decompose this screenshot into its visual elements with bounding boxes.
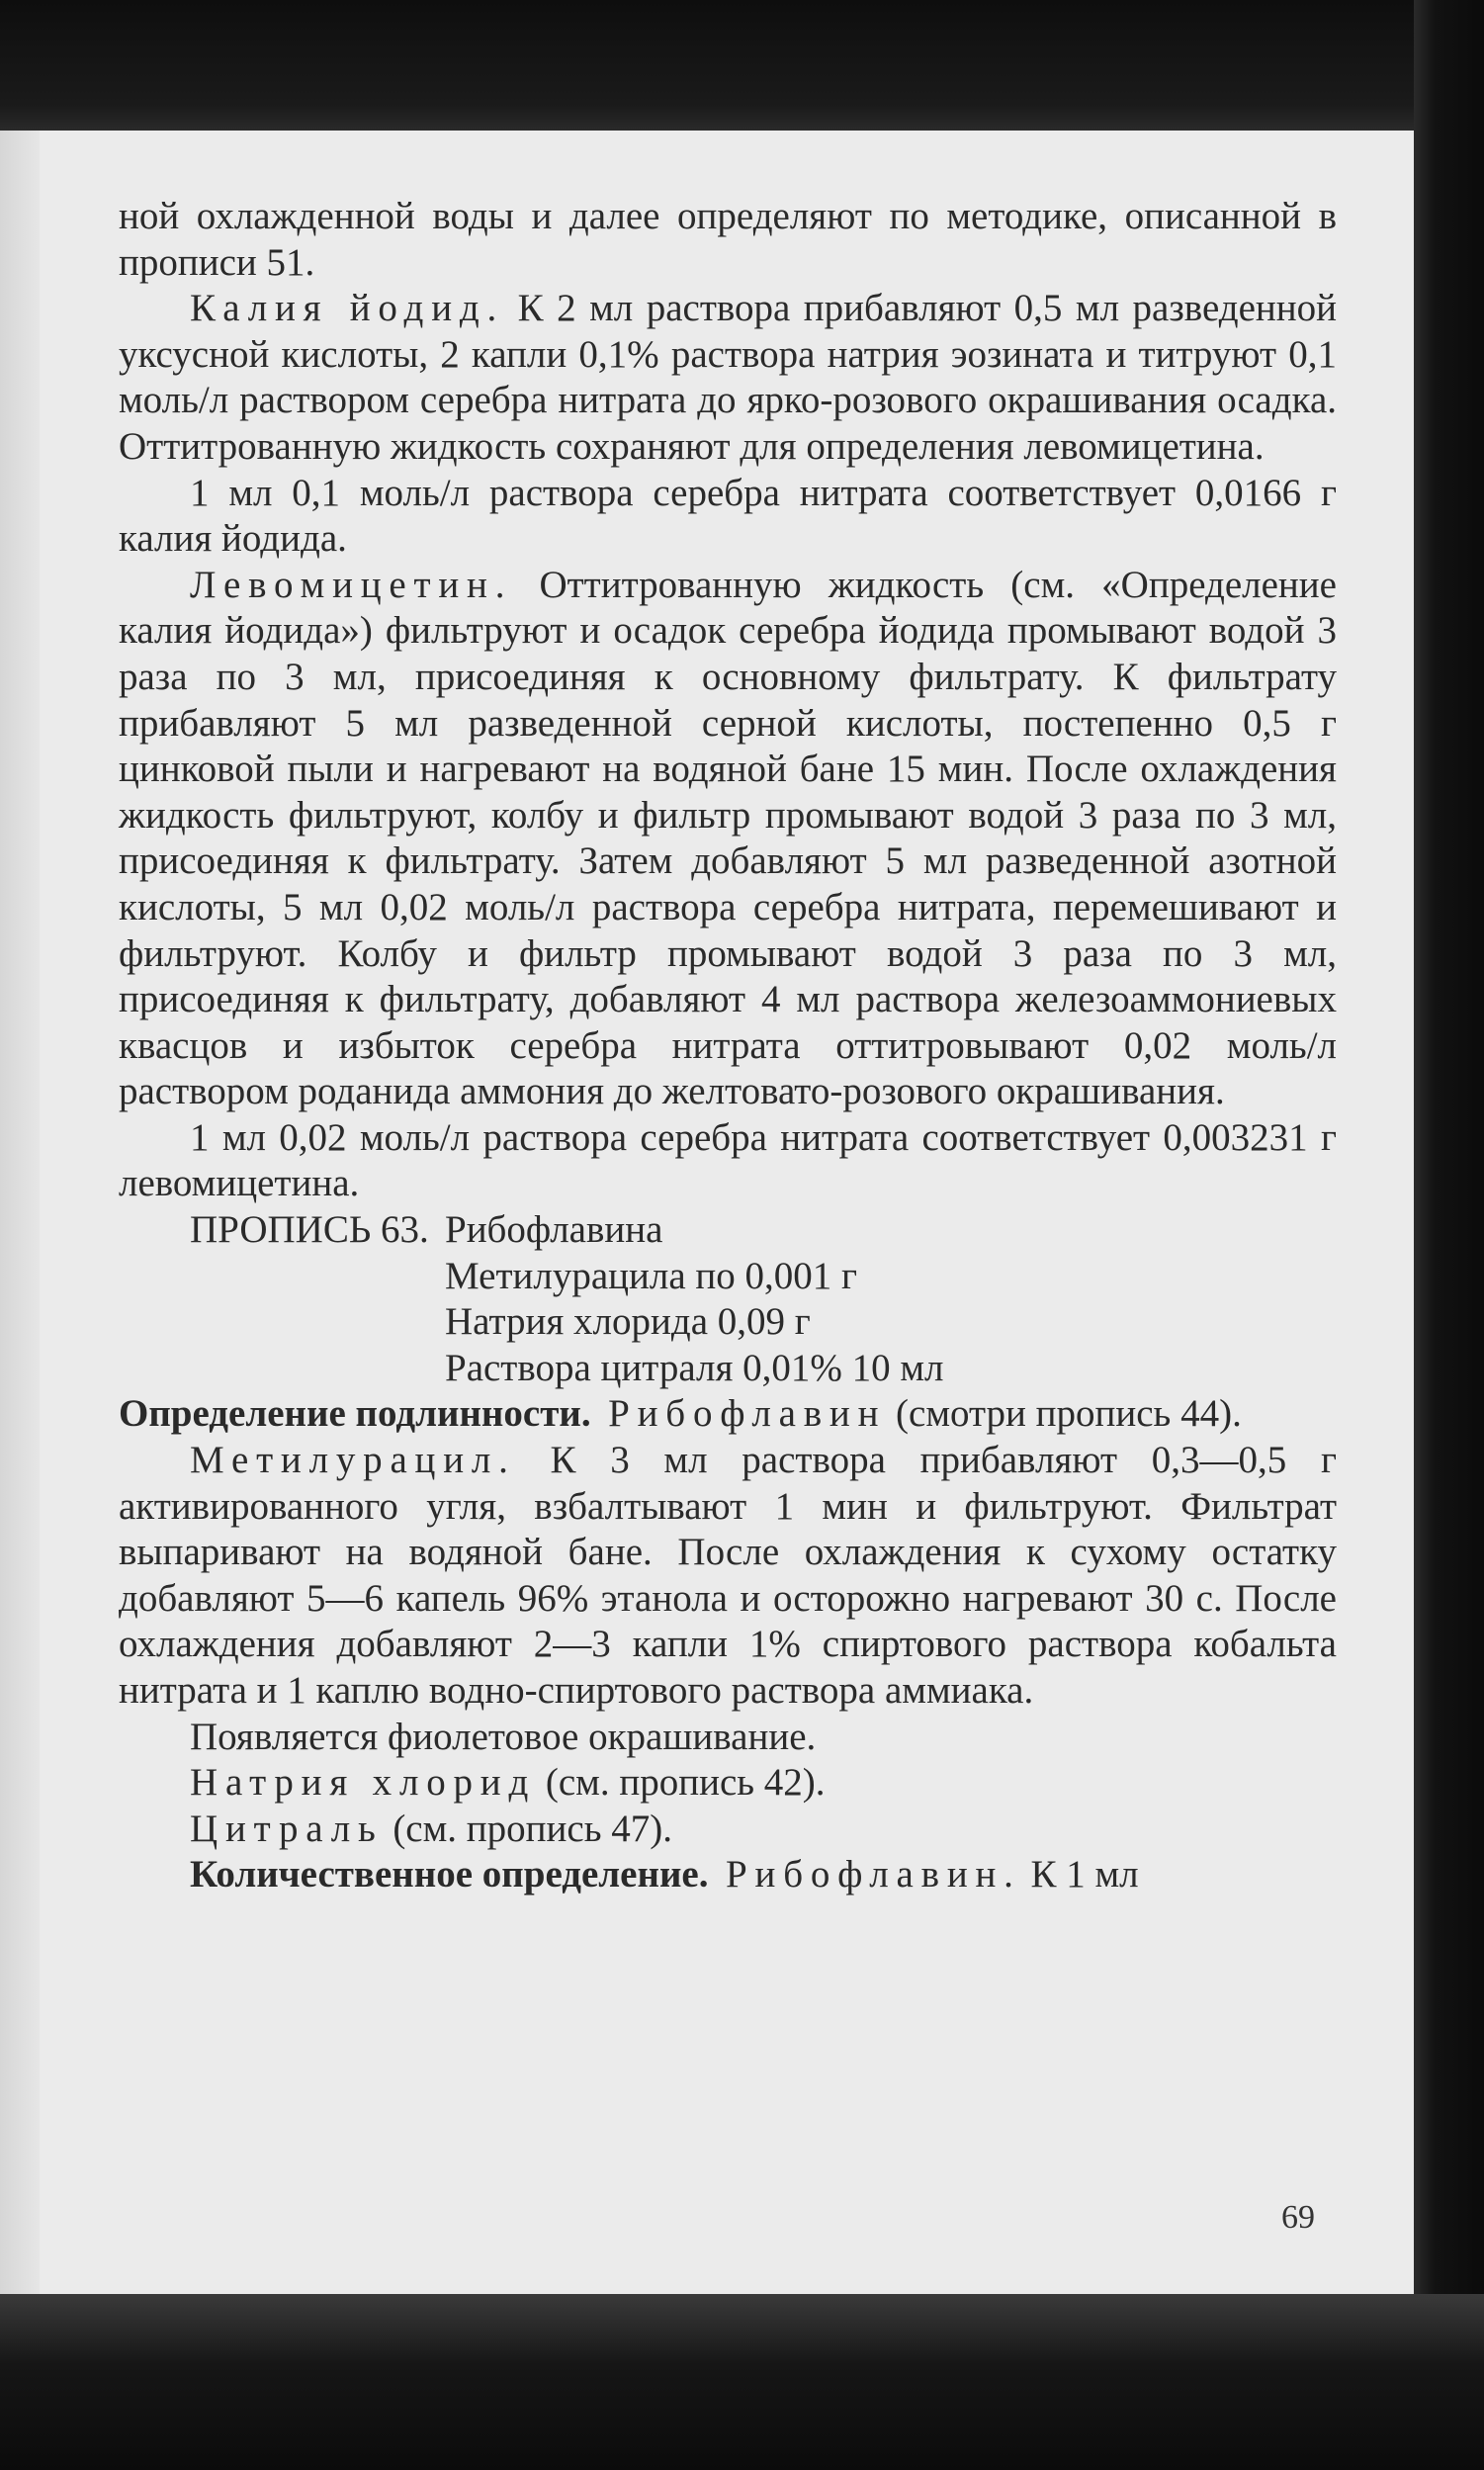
section-heading-quantitative: Количественное определение.: [190, 1853, 709, 1897]
prescription-item: Натрия хлорида 0,09 г: [445, 1300, 811, 1344]
prescription-item: Рибофлавина: [445, 1208, 663, 1252]
paragraph-levomycetin-equivalent: 1 мл 0,02 моль/л раствора серебра нитрата соответствует 0,003231 г левомицетина.: [119, 1115, 1337, 1205]
term-levomycetin: Левомицетин.: [190, 563, 513, 606]
paragraph-potassium-iodide: Калия йодид. К 2 мл раствора прибавляют 0,5 мл разведенной уксусной кислоты, 2 капли 0,1% раствора натрия эозината и титруют 0,1 моль/л раствором серебра нитрата до ярко-розового окрашивания осадка. Оттитрованную жидкость сохраняют для определения левомицетина.: [119, 287, 1338, 468]
paragraph-identity-riboflavin: Определение подлинности. Рибофлавин (смотри пропись 44).: [119, 1392, 1242, 1436]
term-riboflavin: Рибофлавин: [590, 1392, 887, 1436]
term-potassium-iodide: Калия йодид.: [190, 287, 505, 330]
term-riboflavin-quant: Рибофлавин.: [708, 1853, 1021, 1897]
term-methyluracil: Метилурацил.: [190, 1439, 516, 1482]
term-citral: Цитраль: [190, 1807, 384, 1850]
prescription-63: [119, 1207, 1337, 1391]
scan-shadow-bottom: [0, 2294, 1484, 2470]
page-number: 69: [1281, 2199, 1315, 2236]
page-text: [119, 194, 1337, 1898]
paragraph-methyluracil: Метилурацил. К 3 мл раствора прибавляют 0,3—0,5 г активированного угля, взбалтывают 1 мин и фильтруют. Фильтрат выпаривают на водяной бане. После охлаждения к сухому остатку добавляют 5—6 капель 96% этанола и осторожно нагревают 30 с. После охлаждения добавляют 2—3 капли 1% спиртового раствора кобальта нитрата и 1 каплю водно-спиртового раствора аммиака.: [119, 1439, 1337, 1712]
paragraph-levomycetin: Левомицетин. Оттитрованную жидкость (см. «Определение калия йодида») фильтруют и осадок серебра йодида промывают водой 3 раза по 3 мл, присоединяя к основному фильтрату. К фильтрату прибавляют 5 мл разведенной серной кислоты, постепенно 0,5 г цинковой пыли и нагревают на водяной бане 15 мин. После охлаждения жидкость фильтруют, колбу и фильтр промывают водой 3 раза по 3 мл, присоединяя к фильтрату. Затем добавляют 5 мл разведенной азотной кислоты, 5 мл 0,02 моль/л раствора серебра нитрата, перемешивают и фильтруют. Колбу и фильтр промывают водой 3 раза по 3 мл, присоединяя к фильтрату, добавляют 4 мл раствора железоаммониевых квасцов и избыток серебра нитрата оттитровывают 0,02 моль/л раствором роданида аммония до желтовато-розового окрашивания.: [119, 563, 1337, 1113]
scan-shadow-left: [0, 131, 40, 2470]
term-sodium-chloride: Натрия хлорид: [190, 1761, 537, 1805]
prescription-item: Раствора цитраля 0,01% 10 мл: [445, 1346, 944, 1389]
section-heading-identity: Определение подлинности.: [119, 1392, 591, 1436]
paragraph-iodide-equivalent: 1 мл 0,1 моль/л раствора серебра нитрата соответствует 0,0166 г калия йодида.: [119, 471, 1337, 561]
paragraph-quantitative: Количественное определение. Рибофлавин. К 1 мл: [190, 1853, 1139, 1897]
scan-shadow-right: [1414, 0, 1484, 2470]
scan-shadow-top: [0, 0, 1484, 131]
paragraph-citral: Цитраль (см. пропись 47).: [190, 1807, 672, 1850]
prescription-item: Метилурацила по 0,001 г: [445, 1254, 858, 1297]
prescription-label: ПРОПИСЬ 63.: [190, 1208, 429, 1252]
paragraph-sodium-chloride: Натрия хлорид (см. пропись 42).: [190, 1761, 826, 1805]
paragraph-violet-color: Появляется фиолетовое окрашивание.: [190, 1715, 817, 1758]
paragraph-continuation: ной охлажденной воды и далее определяют по методике, описанной в прописи 51.: [119, 195, 1337, 284]
